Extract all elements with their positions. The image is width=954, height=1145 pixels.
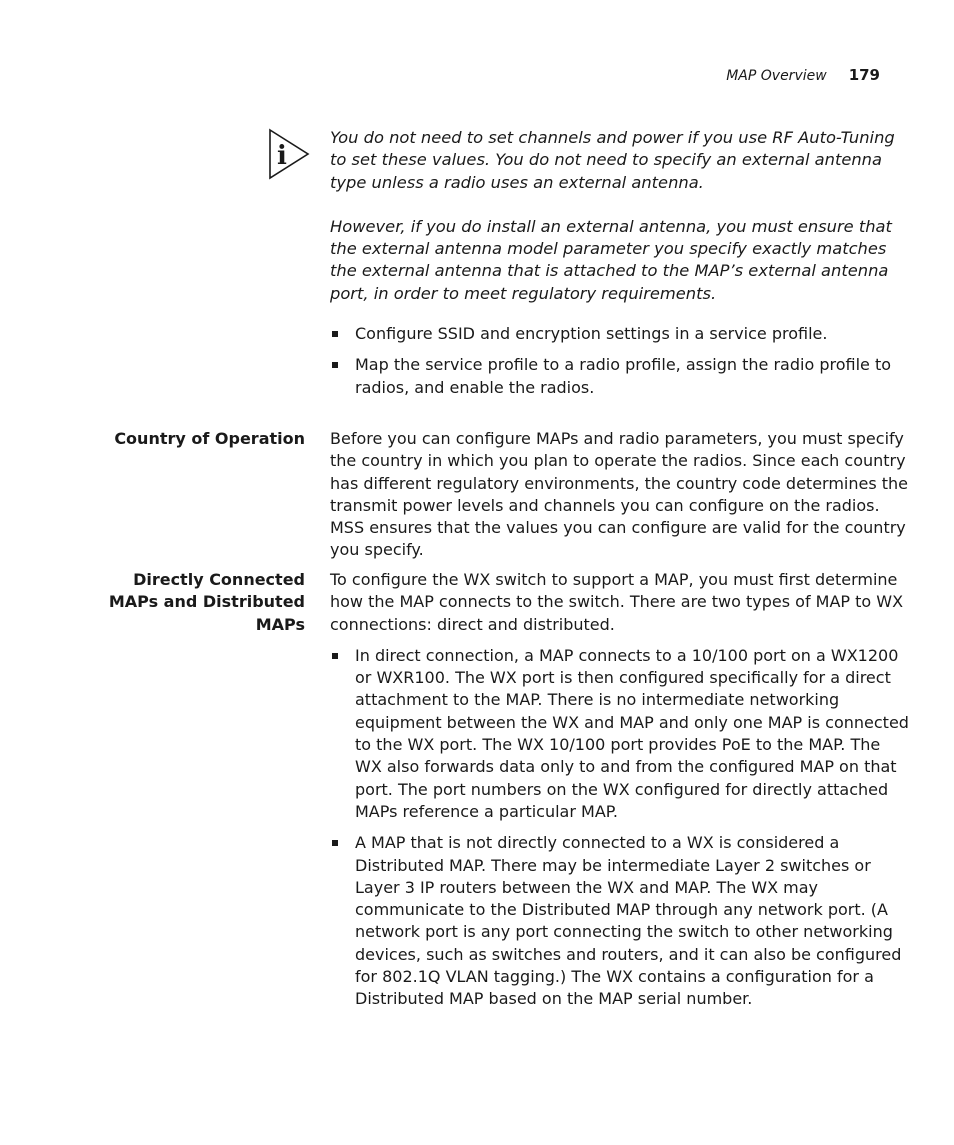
connection-types-list	[330, 645, 910, 1011]
country-paragraph: Before you can configure MAPs and radio parameters, you must specify the country in which you plan to operate the radios. Since each country has different regulatory environments, the country code determines the transmit power levels and channels you can configure on the radios. MSS ensures that the values you can configure are valid for the country you specify.	[330, 429, 909, 560]
info-note-icon	[268, 128, 310, 180]
heading-line: Directly Connected	[133, 570, 305, 589]
direct-section	[330, 569, 910, 1020]
direct-intro: To configure the WX switch to support a MAP, you must first determine how the MAP connects to the switch. There are two types of MAP to WX connections: direct and distributed.	[330, 570, 904, 634]
note-paragraph: You do not need to set channels and power if you use RF Auto-Tuning to set these values. You do not need to specify an external antenna type unless a radio uses an external antenna.	[330, 128, 895, 192]
list-item: Configure SSID and encryption settings in a service profile.	[330, 323, 910, 345]
country-section	[330, 428, 910, 562]
section-heading-country: Country of Operation	[114, 429, 305, 448]
steps-list	[330, 323, 910, 399]
list-item: Map the service profile to a radio profile, assign the radio profile to radios, and enable the radios.	[330, 354, 910, 399]
section-heading-direct	[40, 569, 305, 636]
page-header	[726, 66, 880, 84]
heading-line: MAPs and Distributed	[108, 592, 305, 612]
steps-list-block	[330, 323, 910, 408]
heading-line: MAPs	[255, 614, 305, 634]
page-number: 179	[848, 66, 880, 84]
note-block	[330, 127, 910, 327]
list-item: In direct connection, a MAP connects to a 10/100 port on a WX1200 or WXR100. The WX port is then configured specifically for a direct attachment to the MAP. There is no intermediate networking equipment between the WX and MAP and only one MAP is connected to the WX port. The WX 10/100 port provides PoE to the MAP. The WX also forwards data only to and from the configured MAP on that port. The port numbers on the WX configured for directly attached MAPs reference a particular MAP.	[330, 645, 910, 823]
svg-text:i: i	[277, 141, 287, 171]
note-paragraph: However, if you do install an external antenna, you must ensure that the external antenna model parameter you specify exactly matches the external antenna that is attached to the MAP’s external antenna port, in order to meet regulatory requirements.	[330, 216, 892, 303]
list-item: A MAP that is not directly connected to a WX is considered a Distributed MAP. There may be intermediate Layer 2 switches or Layer 3 IP routers between the WX and MAP. The WX may communicate to the Distributed MAP through any network port. (A network port is any port connecting the switch to other networking devices, such as switches and routers, and it can also be configured for 802.1Q VLAN tagging.) The WX contains a configuration for a Distributed MAP based on the MAP serial number.	[330, 832, 910, 1010]
running-header-section: MAP Overview	[726, 68, 827, 84]
